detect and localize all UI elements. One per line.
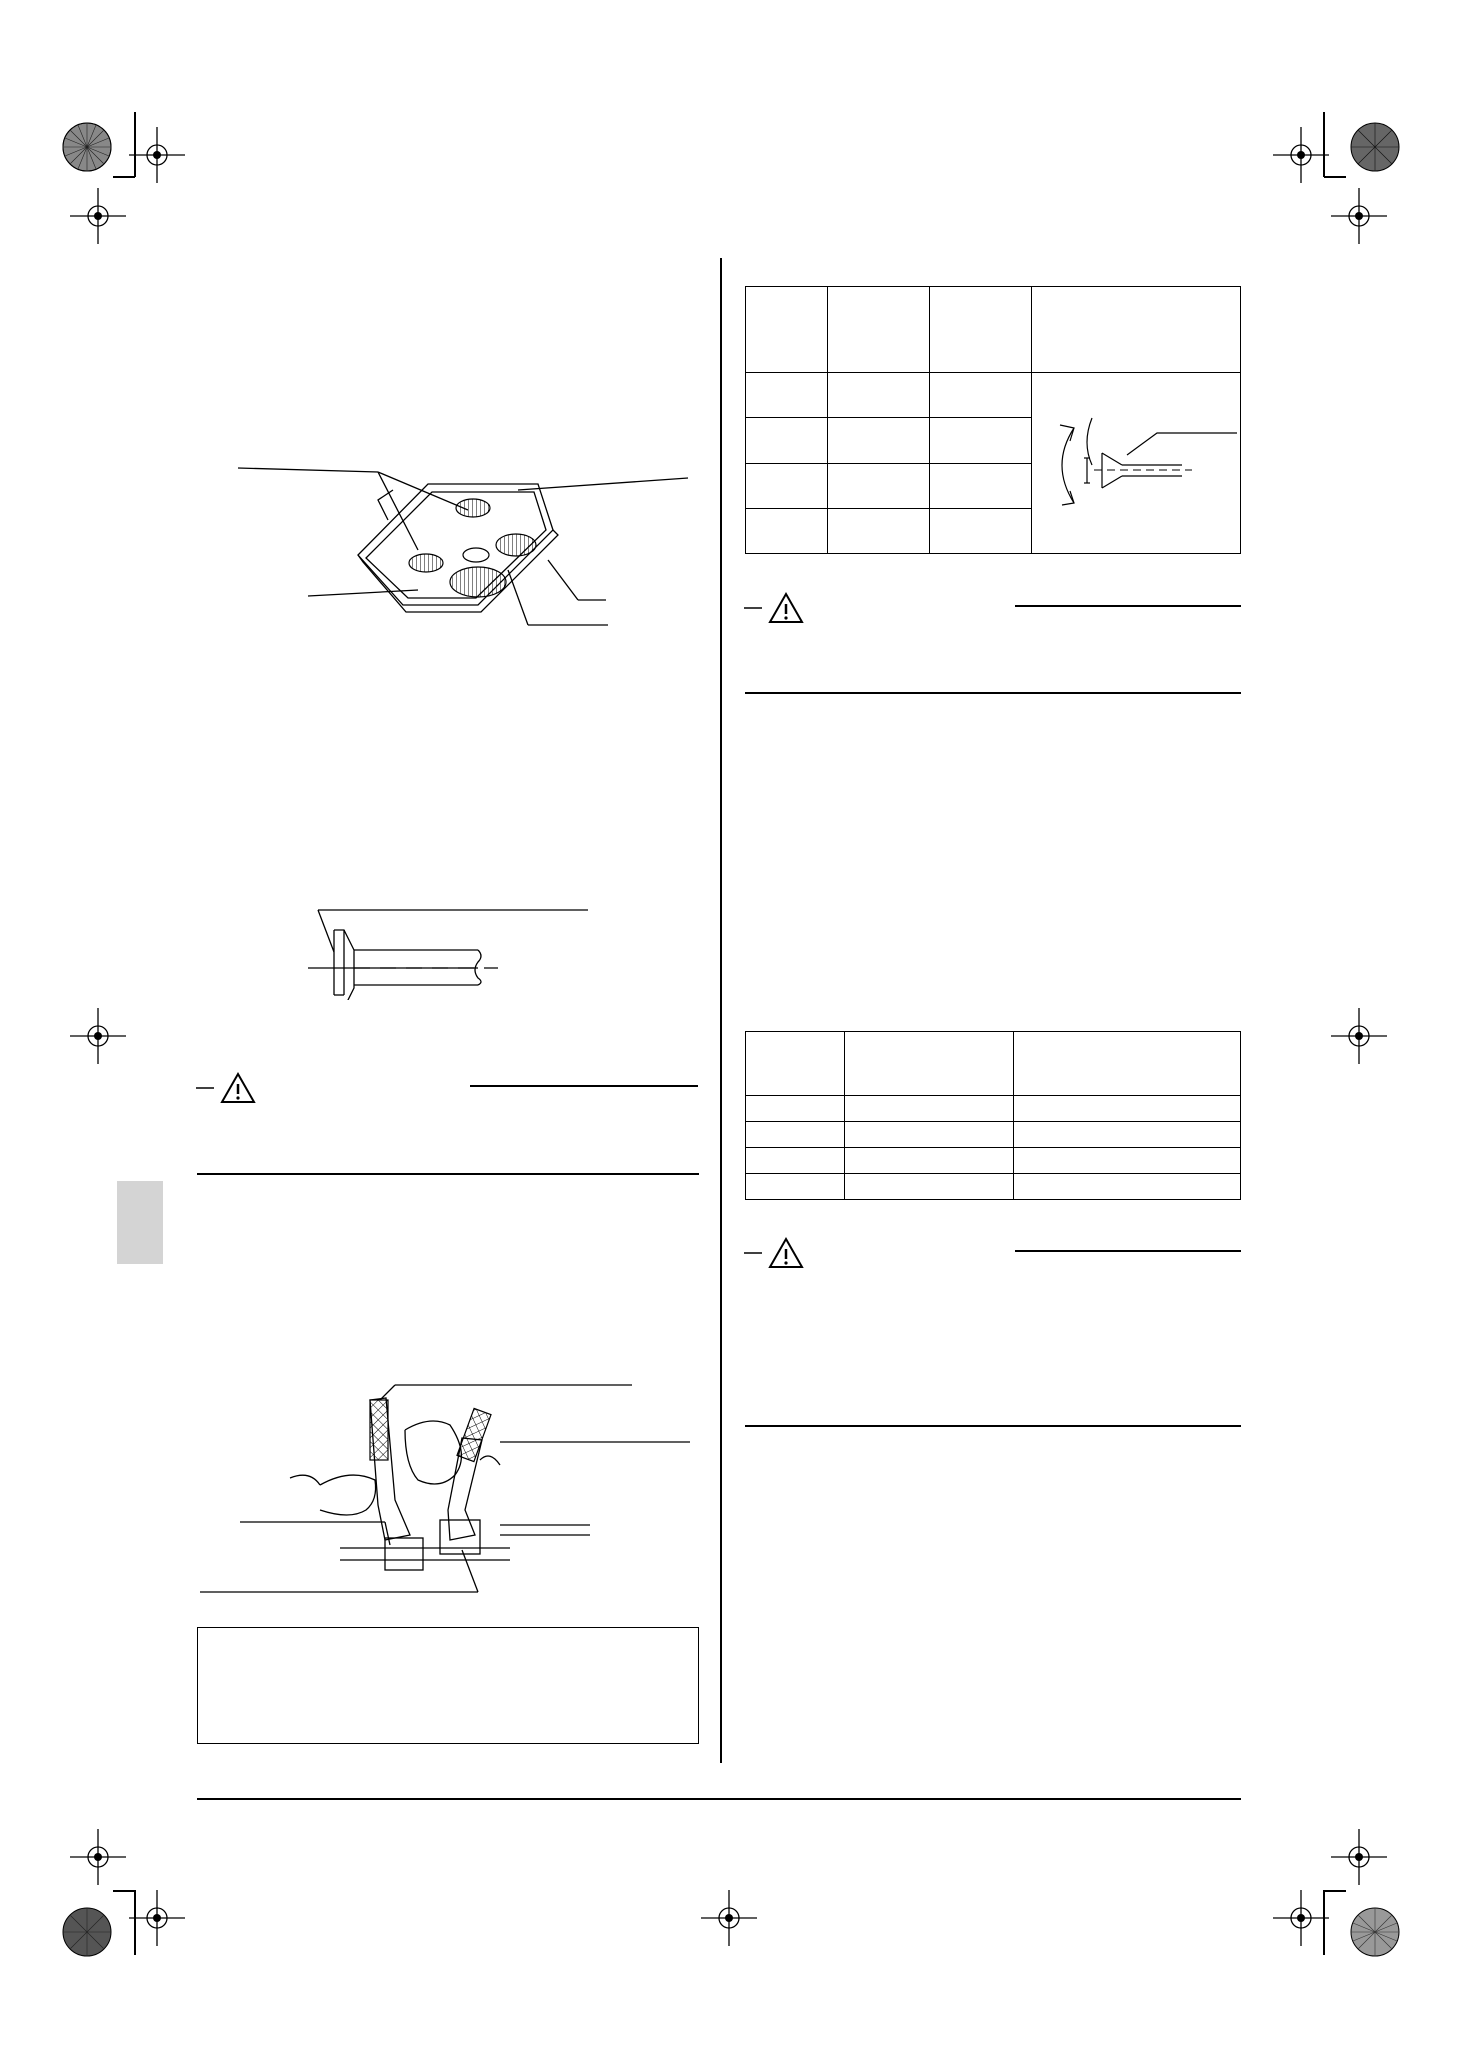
registration-mark-icon (70, 1008, 126, 1064)
section-tab-marker (117, 1181, 163, 1264)
registration-mark-icon (1331, 1008, 1387, 1064)
registration-mark-icon (1273, 1890, 1329, 1946)
registration-mark-icon (129, 1890, 185, 1946)
knockout-tray-figure (228, 460, 698, 640)
warning-rule-bottom (197, 1173, 699, 1175)
flared-pipe-figure (298, 900, 598, 1000)
color-target-top-left (62, 122, 112, 172)
flare-dimension-table (745, 286, 1241, 554)
registration-mark-icon (70, 1829, 126, 1885)
registration-mark-icon (1331, 1829, 1387, 1885)
tightening-torque-table (745, 1031, 1241, 1200)
color-target-top-right (1350, 122, 1400, 172)
registration-mark-icon (129, 127, 185, 183)
column-divider (720, 258, 722, 1763)
registration-mark-icon (1273, 127, 1329, 183)
color-target-bottom-left (62, 1907, 112, 1957)
warning-triangle-icon (744, 590, 806, 626)
registration-mark-icon (1331, 188, 1387, 244)
registration-mark-icon (701, 1890, 757, 1946)
warning-rule-top (1015, 605, 1241, 607)
warning-triangle-icon (744, 1235, 806, 1271)
footer-rule (197, 1798, 1241, 1800)
registration-mark-icon (70, 188, 126, 244)
warning-rule-bottom (745, 1425, 1241, 1427)
wrench-tightening-figure (200, 1370, 700, 1600)
warning-triangle-icon (196, 1070, 258, 1106)
warning-rule-top (1015, 1250, 1241, 1252)
flare-angle-figure (1032, 373, 1240, 553)
warning-rule-bottom (745, 692, 1241, 694)
note-box (197, 1627, 699, 1744)
color-target-bottom-right (1350, 1907, 1400, 1957)
warning-rule-top (470, 1085, 698, 1087)
flare-diagram-cell (1032, 373, 1241, 554)
